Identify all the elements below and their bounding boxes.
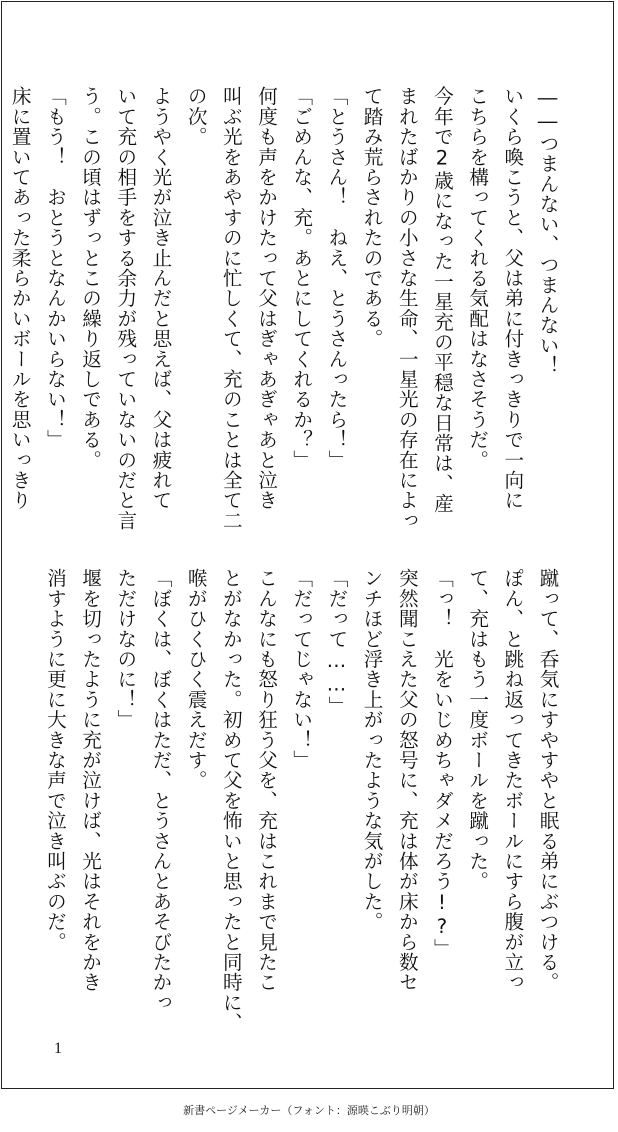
text-line: 床に置いてあった柔らかいボールを思いっきり bbox=[8, 86, 32, 511]
top-text-block bbox=[3, 86, 563, 530]
text-line: 今年で2歳になった一星充の平穏な日常は、産 bbox=[430, 86, 454, 514]
text-line: ――つまんない、つまんない！ bbox=[536, 86, 559, 376]
text-line: 「もう！ おとうとなんかいらない！」 bbox=[43, 86, 67, 450]
text-line: 「っ！ 光をいじめちゃダメだろう!?」 bbox=[430, 568, 454, 959]
text-line: 堰を切ったように充が泣けば、光はそれをかき bbox=[78, 568, 102, 993]
text-line: 叫ぶ光をあやすのに忙しくて、充のことは全て二 bbox=[219, 86, 243, 531]
text-line: いて充の相手をする余力が残っていないのだと言 bbox=[113, 86, 137, 531]
bottom-text-block bbox=[38, 568, 563, 1033]
book-page bbox=[1, 1, 614, 1089]
page-number: 1 bbox=[54, 1040, 62, 1057]
text-line: 突然聞こえた父の怒号に、充は体が床から数セ bbox=[395, 568, 419, 993]
text-line: 消すように更に大きな声で泣き叫ぶのだ。 bbox=[43, 568, 67, 952]
text-line: 喉がひくひく震えだす。 bbox=[184, 568, 208, 791]
text-line: う。この頃はずっとこの繰り返しである。 bbox=[78, 86, 102, 470]
text-line: 「ごめんな、充。あとにしてくれるか？」 bbox=[289, 86, 313, 470]
text-line: ただけなのに！」 bbox=[113, 568, 137, 730]
text-line: 「とうさん！ ねえ、とうさんったら！」 bbox=[324, 86, 348, 470]
text-line: いくら喚こうと、父は弟に付きっきりで一向に bbox=[500, 86, 524, 511]
footer-credit: 新書ページメーカー（フォント：源暎こぶり明朝） bbox=[183, 1104, 435, 1117]
text-line: とがなかった。初めて父を怖いと思ったと同時に、 bbox=[219, 568, 243, 1033]
text-line: 蹴って、呑気にすやすやと眠る弟にぶつける。 bbox=[536, 568, 559, 993]
text-line: こんなにも怒り狂う父を、充はこれまで見たこ bbox=[254, 568, 278, 993]
text-line: 「ぼくは、ぼくはただ、とうさんとあそびたかっ bbox=[148, 568, 172, 1013]
text-line: ぽん、と跳ね返ってきたボールにすら腹が立っ bbox=[500, 568, 524, 993]
text-line: まれたばかりの小さな生命、一星光の存在によっ bbox=[395, 86, 419, 531]
text-line: て踏み荒らされたのである。 bbox=[360, 86, 384, 349]
text-line: ンチほど浮き上がったような気がした。 bbox=[360, 568, 384, 932]
text-line: 「だって……」 bbox=[324, 568, 348, 717]
text-line: 「だってじゃない！」 bbox=[289, 568, 313, 770]
text-line: て、充はもう一度ボールを蹴った。 bbox=[465, 568, 489, 892]
text-line: の次。 bbox=[184, 86, 208, 147]
text-line: ようやく光が泣き止んだと思えば、父は疲れて bbox=[148, 86, 172, 511]
text-line: こちらを構ってくれる気配はなさそうだ。 bbox=[465, 86, 489, 470]
text-line: 何度も声をかけたって父はぎゃあぎゃあと泣き bbox=[254, 86, 278, 511]
